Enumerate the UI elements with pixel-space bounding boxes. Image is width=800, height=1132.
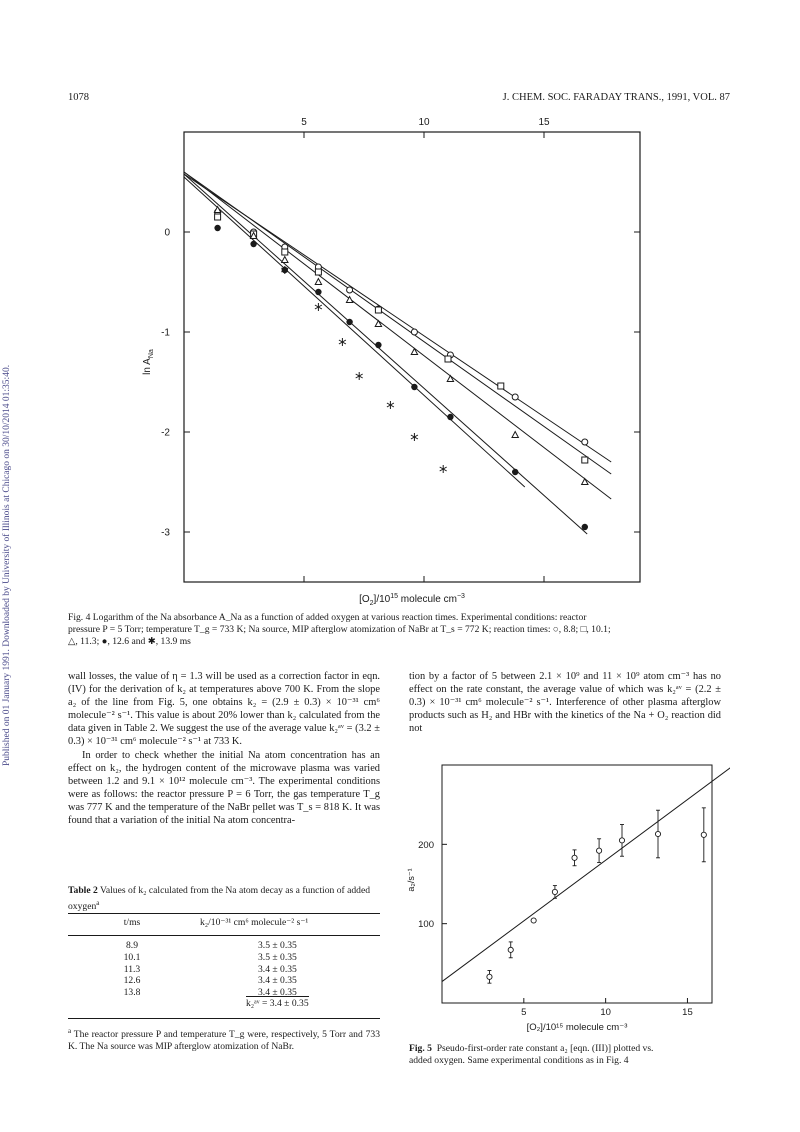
- fig4-point: [215, 214, 221, 220]
- fig4-point: [339, 338, 346, 346]
- fig4-point: [375, 321, 381, 327]
- fig4-y-axis-label: $\ln A_{Na}$: [142, 349, 155, 375]
- table2-cell-k: 3.5 ± 0.35: [258, 940, 297, 952]
- table-row: [68, 987, 380, 999]
- fig4-y-tick-label: -3: [161, 527, 170, 539]
- fig4-point: [387, 401, 394, 409]
- fig5-marker: [596, 848, 601, 853]
- fig4-point: [582, 457, 588, 463]
- fig5-chart: [400, 760, 730, 1035]
- page-number: 1078: [68, 92, 89, 103]
- fig4-point: [282, 249, 288, 255]
- fig4-point: [447, 414, 453, 420]
- table2-label: Table 2: [68, 885, 98, 896]
- fig5-point: [531, 918, 536, 923]
- fig5-fit-line: [442, 765, 730, 982]
- fig4-y-tick-label: 0: [164, 227, 170, 239]
- fig4-x-tick-label: 10: [418, 117, 430, 128]
- fig5-x-axis-label: [O₂]/10¹⁵ molecule cm⁻³: [526, 1022, 628, 1033]
- fig5-point: [572, 850, 577, 866]
- fig5-point: [655, 810, 660, 858]
- fig4-point: [250, 241, 256, 247]
- fig5-point: [508, 942, 513, 958]
- fig5-y-axis-label: a₂/s⁻¹: [406, 868, 416, 892]
- right-column-text: [409, 670, 721, 735]
- table2-cell-t: 13.8: [123, 986, 141, 998]
- fig4-fit-line: [184, 177, 525, 487]
- fig5-marker: [572, 855, 577, 860]
- fig4-point: [512, 469, 518, 475]
- table2: [68, 917, 380, 1010]
- fig4-point: [375, 307, 381, 313]
- fig4-point: [315, 279, 321, 285]
- table2-col-k2: k₂/10⁻³¹ cm⁶ molecule⁻² s⁻¹: [200, 917, 309, 929]
- fig4-point: [582, 479, 588, 485]
- fig4-point: [346, 319, 352, 325]
- fig5-x-tick-label: 15: [682, 1007, 693, 1018]
- journal-header: J. CHEM. SOC. FARADAY TRANS., 1991, VOL. 87: [502, 92, 730, 103]
- table2-title-mark: a: [96, 899, 100, 907]
- fig4-point: [315, 289, 321, 295]
- fig4-point: [447, 376, 453, 382]
- fig4-point: [582, 524, 588, 530]
- sidebar-download-note: Published on 01 January 1991. Downloaded by University of Illinois at Chicago on 30/10/2014 01:35:40.: [2, 364, 12, 766]
- fig4-point: [411, 433, 418, 441]
- fig5-marker: [531, 918, 536, 923]
- fig4-point: [315, 303, 322, 311]
- left-column-text: [68, 670, 380, 827]
- fig5-caption: [409, 1043, 729, 1067]
- fig4-caption: [68, 612, 733, 648]
- table2-cell-t: 10.1: [123, 952, 141, 964]
- fig4-point: [512, 394, 518, 400]
- fig4-point: [411, 329, 417, 335]
- table2-cell-k: 3.4 ± 0.35: [258, 963, 297, 975]
- body-paragraph: wall losses, the value of η = 1.3 will be used as a correction factor in eqn. (IV) for the derivation of k₂ at temperatures above 700 K. From the slope a₂ of the line from Fig. 5, one obtains k₂ = (2.9 ± 0.3) × 10⁻³¹ cm⁶ molecule⁻² s⁻¹. This value is about 20% lower than k₂ calculated from the data given in Table 2. We suggest the use of the average value k₂ᵃᵛ = (3.2 ± 0.3) × 10⁻³¹ cm⁶ molecule⁻² s⁻¹ at 733 K.: [68, 671, 380, 748]
- table2-cell-k: 3.4 ± 0.35: [258, 975, 297, 987]
- fig4-fit-line: [184, 172, 611, 499]
- table2-footnote: [68, 1025, 380, 1053]
- fig4-caption-line: pressure P = 5 Torr; temperature T_g = 733 K; Na source, MIP afterglow atomization of NaBr at T_s = 772 K; reaction times: ○, 8.8; □, 10.1;: [68, 624, 611, 635]
- table-row: [68, 975, 380, 987]
- fig4-point: [512, 432, 518, 438]
- fig4-x-tick-label: 15: [538, 117, 550, 128]
- fig4-caption-line: △, 11.3; ●, 12.6 and ✱, 13.9 ms: [68, 636, 191, 647]
- table-row: [68, 963, 380, 975]
- table2-top-rule: [68, 913, 380, 914]
- fig4-point: [440, 465, 447, 473]
- fig4-point: [411, 349, 417, 355]
- fig5-marker: [619, 838, 624, 843]
- table2-header-row: [68, 917, 380, 929]
- fig4-y-tick-label: -1: [161, 327, 170, 339]
- fig4-fit-line: [184, 174, 587, 534]
- fig4-y-tick-label: -2: [161, 427, 170, 439]
- fig5-point: [619, 825, 624, 857]
- fig4-point: [498, 383, 504, 389]
- fig5-label: Fig. 5: [409, 1043, 432, 1054]
- fig5-marker: [701, 832, 706, 837]
- fig5-y-tick-label: 100: [418, 919, 434, 931]
- fig4-point: [282, 257, 288, 263]
- table2-cell-t: 12.6: [123, 975, 141, 987]
- fig4-point: [347, 287, 353, 293]
- fig4-point: [582, 439, 588, 445]
- table2-title-text: Values of k₂ calculated from the Na atom decay as a function of added oxygen: [68, 885, 371, 913]
- fig4-chart: [120, 112, 680, 607]
- fig5-marker: [487, 974, 492, 979]
- fig4-x-axis-label: $[O_2]/10^{15}$ molecule $cm^{-3}$: [359, 593, 465, 607]
- fig4-point: [214, 225, 220, 231]
- table-row: [68, 998, 380, 1010]
- fig5-marker: [552, 889, 557, 894]
- table-row: [68, 952, 380, 964]
- fig4-point: [411, 384, 417, 390]
- table2-cell-t: 8.9: [126, 940, 138, 952]
- table2-footnote-mark: a: [68, 1027, 72, 1035]
- table2-cell-t: 11.3: [123, 963, 141, 975]
- fig4-caption-line: Fig. 4 Logarithm of the Na absorbance A_Na as a function of added oxygen at various reaction times. Experimental conditions: reactor: [68, 612, 587, 623]
- table2-cell-k: 3.4 ± 0.35: [258, 986, 297, 998]
- table2-bottom-rule: [68, 1018, 380, 1019]
- table2-cell-k: 3.5 ± 0.35: [258, 952, 297, 964]
- fig5-x-tick-label: 10: [600, 1007, 611, 1018]
- table2-footnote-text: The reactor pressure P and temperature T_g were, respectively, 5 Torr and 733 K. The Na source was MIP afterglow atomization of NaBr.: [68, 1029, 380, 1053]
- fig5-marker: [655, 831, 660, 836]
- fig5-y-tick-label: 200: [418, 839, 434, 851]
- fig4-point: [315, 269, 321, 275]
- fig4-x-tick-label: 5: [301, 117, 307, 128]
- table-row: [68, 940, 380, 952]
- fig5-point: [701, 808, 706, 862]
- fig5-marker: [508, 947, 513, 952]
- fig4-frame: [184, 132, 640, 582]
- body-paragraph: In order to check whether the initial Na atom concentration has an effect on k₂, the hydrogen content of the microwave plasma was varied between 1.2 and 9.1 × 10¹² molecule cm⁻³. The experimental conditions were as follows: the reactor pressure P = 6 Torr, the gas temperature T_g was 777 K and the temperature of the NaBr pellet was T_s = 818 K. It was found that a variation of the initial Na atom concentra-: [68, 749, 380, 827]
- body-paragraph: tion by a factor of 5 between 2.1 × 10⁹ and 11 × 10⁹ atom cm⁻³ has no effect on the rate constant, the average value of which was k₂ᵃᵛ = (2.2 ± 0.3) × 10⁻³¹ cm⁶ molecule⁻² s⁻¹. Interference of other plasma afterglow products such as H₂ and HBr with the kinetics of the Na + O₂ reaction did not: [409, 671, 721, 735]
- fig5-point: [596, 839, 601, 863]
- fig5-point: [487, 970, 492, 983]
- fig4-point: [445, 356, 451, 362]
- fig4-point: [356, 372, 363, 380]
- table2-title: [68, 885, 380, 913]
- table2-average: k₂ᵃᵛ = 3.4 ± 0.35: [246, 998, 309, 1010]
- fig4-point: [375, 342, 381, 348]
- fig4-fit-line: [184, 172, 611, 474]
- fig5-frame: [442, 765, 712, 1003]
- table2-col-time: t/ms: [123, 917, 141, 929]
- fig5-x-tick-label: 5: [521, 1007, 527, 1018]
- fig5-caption-line: Pseudo-first-order rate constant a₂ [eqn. (III)] plotted vs.: [436, 1043, 654, 1054]
- fig5-caption-line: added oxygen. Same experimental conditions as in Fig. 4: [409, 1055, 629, 1066]
